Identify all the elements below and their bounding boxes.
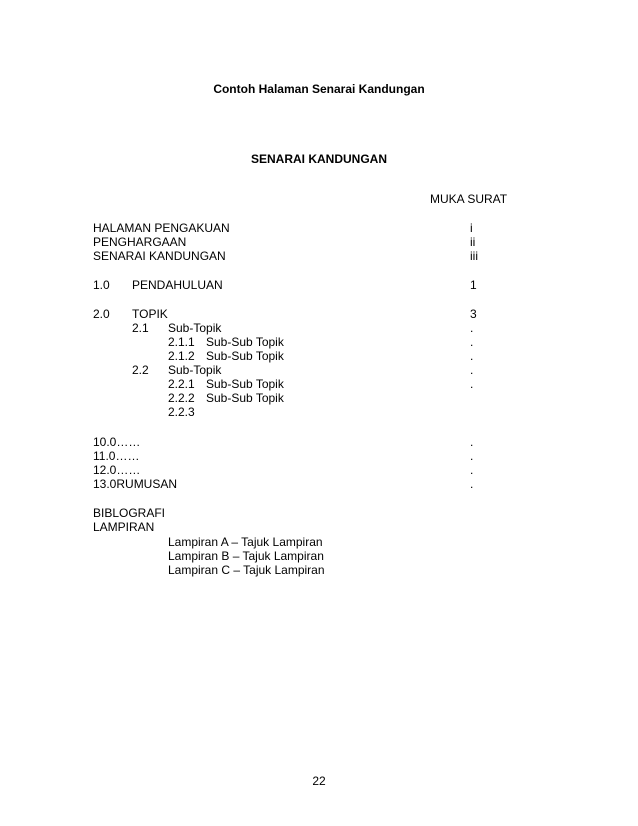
- chapter-label: PENDAHULUAN: [132, 278, 223, 292]
- chapter-label: 13.0RUMUSAN: [93, 477, 178, 491]
- page-number: 22: [312, 774, 326, 788]
- toc-title: SENARAI KANDUNGAN: [250, 152, 387, 166]
- chapter-page: .: [470, 435, 474, 449]
- subsubtopic-page: .: [470, 349, 474, 363]
- subsubtopic-label: Sub-Sub Topik: [206, 349, 284, 363]
- subtopic-number: 2.1: [132, 321, 149, 335]
- subsubtopic-page: .: [470, 377, 474, 391]
- subtopic-page: .: [470, 321, 474, 335]
- appendix-item: Lampiran B – Tajuk Lampiran: [168, 549, 324, 563]
- subsubtopic-number: 2.2.2: [168, 391, 195, 405]
- toc-entry-page: i: [470, 221, 473, 235]
- appendix-label: LAMPIRAN: [93, 520, 155, 534]
- toc-entry-page: ii: [470, 235, 476, 249]
- chapter-label: 10.0……: [93, 435, 141, 449]
- chapter-page: 3: [470, 307, 477, 321]
- appendix-item: Lampiran C – Tajuk Lampiran: [168, 563, 325, 577]
- chapter-page: 1: [470, 278, 477, 292]
- appendix-item: Lampiran A – Tajuk Lampiran: [168, 535, 323, 549]
- toc-entry-label: PENGHARGAAN: [93, 235, 187, 249]
- chapter-page: .: [470, 449, 474, 463]
- chapter-label: 11.0……: [93, 449, 140, 463]
- subtopic-label: Sub-Topik: [168, 321, 222, 335]
- subsubtopic-number: 2.1.1: [168, 335, 195, 349]
- chapter-label: TOPIK: [132, 307, 168, 321]
- chapter-number: 2.0: [93, 307, 110, 321]
- subtopic-label: Sub-Topik: [168, 363, 222, 377]
- subsubtopic-label: Sub-Sub Topik: [206, 377, 284, 391]
- chapter-page: .: [470, 477, 474, 491]
- subsubtopic-number: 2.1.2: [168, 349, 195, 363]
- subsubtopic-label: Sub-Sub Topik: [206, 335, 284, 349]
- subsubtopic-number: 2.2.1: [168, 377, 195, 391]
- subtopic-page: .: [470, 363, 474, 377]
- subsubtopic-page: .: [470, 335, 474, 349]
- toc-entry-label: HALAMAN PENGAKUAN: [93, 221, 230, 235]
- toc-entry-page: iii: [470, 249, 478, 263]
- subsubtopic-label: Sub-Sub Topik: [206, 391, 284, 405]
- chapter-page: .: [470, 463, 474, 477]
- bibliography-label: BIBLOGRAFI: [93, 506, 166, 520]
- subtopic-number: 2.2: [132, 363, 149, 377]
- document-heading: Contoh Halaman Senarai Kandungan: [213, 82, 425, 96]
- page-column-label: MUKA SURAT: [430, 192, 508, 206]
- chapter-label: 12.0……: [93, 463, 141, 477]
- chapter-number: 1.0: [93, 278, 110, 292]
- subsubtopic-number: 2.2.3: [168, 405, 195, 419]
- toc-entry-label: SENARAI KANDUNGAN: [93, 249, 226, 263]
